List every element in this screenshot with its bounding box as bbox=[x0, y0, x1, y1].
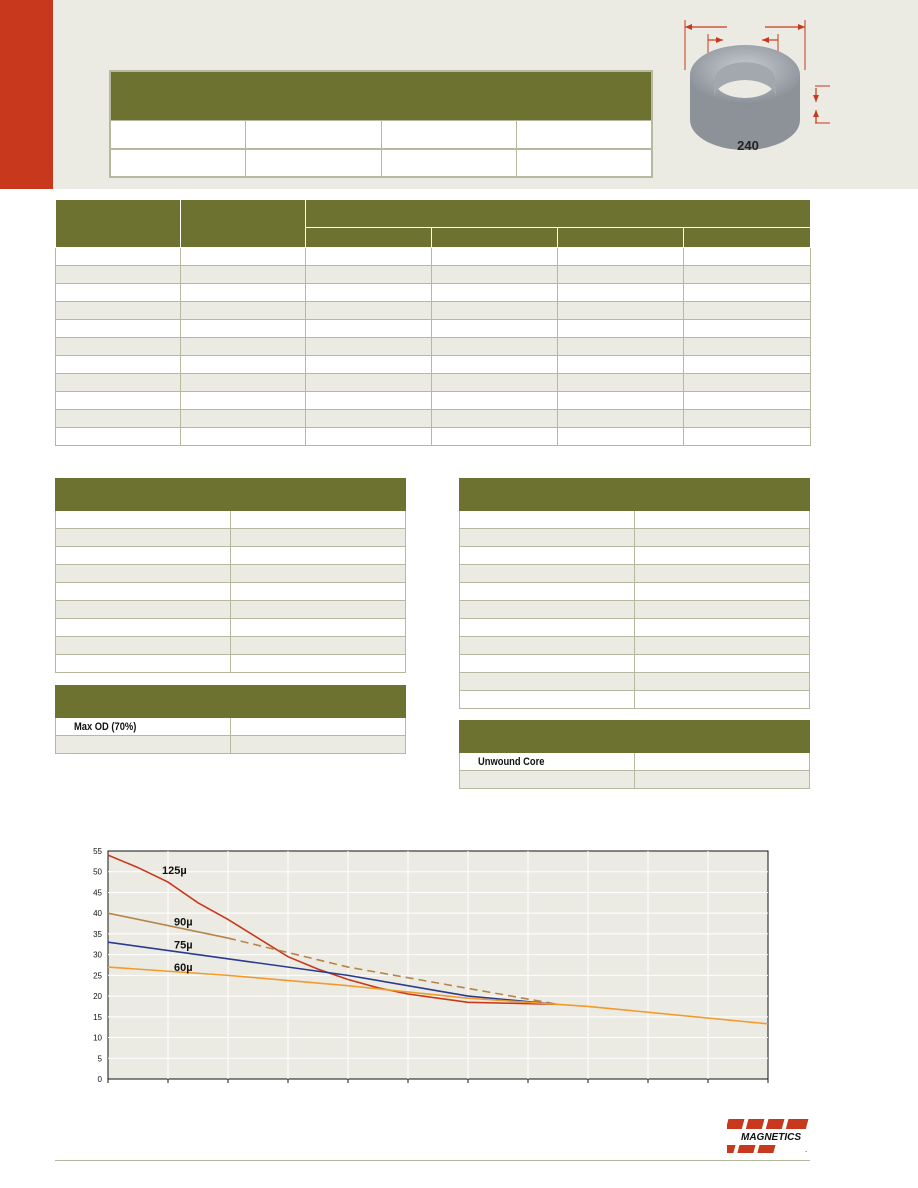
plot-area bbox=[108, 851, 768, 1079]
core-table bbox=[459, 720, 810, 789]
series-label: 125µ bbox=[162, 864, 187, 877]
table-row bbox=[460, 637, 810, 655]
table-row bbox=[56, 284, 811, 302]
table-row bbox=[56, 565, 406, 583]
chart-svg bbox=[80, 843, 780, 1093]
table-row bbox=[56, 547, 406, 565]
table-row bbox=[56, 655, 406, 673]
table-row bbox=[56, 410, 811, 428]
title-cell bbox=[517, 121, 651, 148]
y-tick-label: 15 bbox=[93, 1012, 102, 1022]
core-label-text: Unwound Core bbox=[478, 755, 545, 768]
y-tick-label: 40 bbox=[93, 909, 102, 919]
left-spec-table bbox=[55, 478, 406, 673]
series-label: 90µ bbox=[174, 916, 193, 929]
table-header-cell bbox=[56, 686, 406, 718]
table-row bbox=[460, 583, 810, 601]
part-number: 240 bbox=[737, 138, 759, 153]
table-row bbox=[56, 428, 811, 446]
footer-rule bbox=[55, 1160, 810, 1161]
title-bar bbox=[111, 72, 651, 120]
table-header-cell bbox=[684, 228, 811, 248]
table-header-cell bbox=[558, 228, 684, 248]
y-tick-label: 20 bbox=[93, 992, 102, 1002]
table-row bbox=[56, 583, 406, 601]
series-label: 75µ bbox=[174, 939, 193, 952]
core-image bbox=[680, 10, 840, 170]
magnetics-logo-icon bbox=[727, 1117, 815, 1157]
table-row bbox=[56, 248, 811, 266]
table-row bbox=[56, 601, 406, 619]
table-row bbox=[56, 320, 811, 338]
wire-label bbox=[56, 718, 231, 736]
series-label: 60µ bbox=[174, 962, 193, 975]
title-row-2 bbox=[111, 148, 651, 176]
title-cell bbox=[111, 150, 246, 176]
table-row bbox=[56, 266, 811, 284]
table-row bbox=[460, 511, 810, 529]
table-header-cell bbox=[56, 479, 406, 511]
y-tick-label: 0 bbox=[97, 1075, 102, 1084]
wire-label-text: Max OD (70%) bbox=[74, 720, 137, 733]
y-tick-label: 50 bbox=[93, 867, 102, 877]
core-label bbox=[460, 753, 635, 771]
title-cell bbox=[246, 121, 381, 148]
table-row bbox=[460, 565, 810, 583]
table-row bbox=[460, 529, 810, 547]
table-row bbox=[56, 511, 406, 529]
table-row bbox=[460, 619, 810, 637]
table-row bbox=[460, 691, 810, 709]
y-tick-label: 45 bbox=[93, 888, 102, 898]
wire-table bbox=[55, 685, 406, 754]
table-row bbox=[56, 736, 406, 754]
y-tick-label: 55 bbox=[93, 847, 102, 856]
logo-mark: . bbox=[805, 1145, 808, 1154]
y-tick-label: 35 bbox=[93, 929, 102, 939]
table-header-cell bbox=[306, 200, 811, 228]
table-row bbox=[460, 655, 810, 673]
table-header-cell bbox=[306, 228, 432, 248]
chart bbox=[80, 843, 780, 1093]
table-row bbox=[56, 718, 406, 736]
y-tick-label: 30 bbox=[93, 950, 102, 960]
table-row bbox=[56, 356, 811, 374]
table-row bbox=[460, 601, 810, 619]
table-row bbox=[460, 753, 810, 771]
table-header-cell bbox=[56, 200, 181, 248]
y-tick-label: 25 bbox=[93, 971, 102, 981]
title-cell bbox=[382, 150, 517, 176]
y-tick-label: 5 bbox=[97, 1054, 102, 1064]
table-header-cell bbox=[432, 228, 558, 248]
table-row bbox=[56, 637, 406, 655]
table-row bbox=[56, 302, 811, 320]
table-row bbox=[460, 673, 810, 691]
logo-text: MAGNETICS bbox=[741, 1132, 801, 1143]
red-side-tab bbox=[0, 0, 53, 189]
table-header-cell bbox=[181, 200, 306, 248]
table-row bbox=[460, 547, 810, 565]
title-cell bbox=[382, 121, 517, 148]
table-row bbox=[56, 529, 406, 547]
table-header-cell bbox=[460, 721, 810, 753]
table-row bbox=[56, 338, 811, 356]
right-spec-table bbox=[459, 478, 810, 709]
magnetics-logo bbox=[727, 1117, 815, 1157]
table-row bbox=[56, 392, 811, 410]
table-header-cell bbox=[460, 479, 810, 511]
title-cell bbox=[111, 121, 246, 148]
title-cell bbox=[246, 150, 381, 176]
table-row bbox=[460, 771, 810, 789]
y-tick-label: 10 bbox=[93, 1033, 102, 1043]
title-cell bbox=[517, 150, 651, 176]
title-table bbox=[109, 70, 653, 178]
table-row bbox=[56, 619, 406, 637]
toroid-core-icon bbox=[680, 10, 840, 170]
table-row bbox=[56, 374, 811, 392]
title-row-1 bbox=[111, 120, 651, 148]
main-data-table bbox=[55, 199, 811, 446]
